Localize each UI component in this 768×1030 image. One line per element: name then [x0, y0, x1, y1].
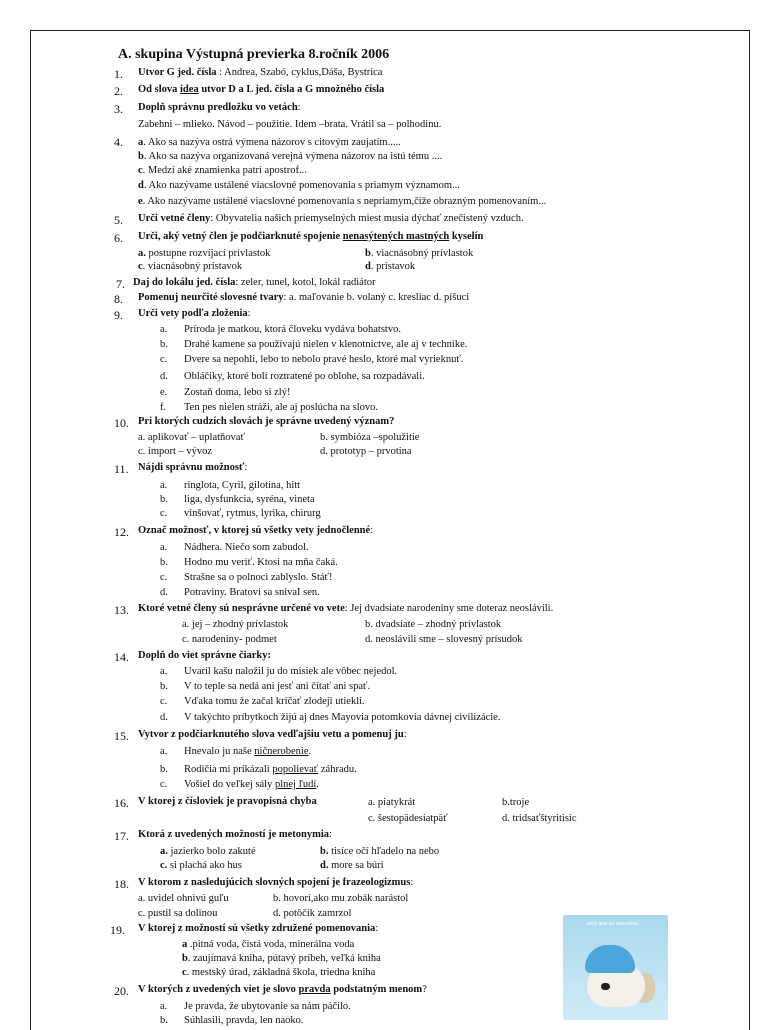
option-b: b. symbióza –spolužitie: [320, 432, 420, 443]
question-number: 6.: [114, 231, 123, 245]
option-d: d. prístavok: [365, 261, 416, 272]
underlined-phrase: nenasýtených mastných: [342, 231, 450, 242]
list-item: e. Zostaň doma, lebo si zlý!: [160, 387, 291, 398]
dog-nose: [601, 983, 610, 990]
list-item: c. Dvere sa nepohli, lebo to nebolo pravé heslo, ktoré mal vyrieknuť.: [160, 354, 464, 365]
puppy-photo: [563, 915, 668, 1020]
question-prompt: Urči vetné členy: [138, 213, 211, 224]
underlined-word: pravda: [298, 984, 331, 995]
list-item: b. V to teple sa nedá ani jesť ani čítať ani spať.: [160, 681, 371, 692]
list-item: d. Obláčiky, ktoré boli roztratené po oblohe, sa rozpadávali.: [160, 371, 425, 382]
question-prompt: V ktorých z uvedených viet je slovo: [138, 984, 299, 995]
option-b: b. hovorí,ako mu zobák narástol: [273, 893, 409, 904]
option-b: b. dvadsiate – zhodný prívlastok: [365, 619, 502, 630]
option-d: d. potôčik zamrzol: [273, 908, 352, 919]
blue-hat: [585, 945, 635, 973]
question-prompt: Ktoré vetné členy sú nesprávne určené vo vete: [138, 603, 345, 614]
question-text: : zeler, tunel, kotol, lokál radiátor: [235, 277, 376, 288]
question-text: :: [297, 102, 301, 113]
option-b: b. Ako sa nazýva organizovaná verejná výmena názorov na istú tému ....: [138, 151, 443, 162]
option-c: c. narodeniny- podmet: [182, 634, 277, 645]
question-number: 1.: [114, 67, 123, 81]
option-d: d. Ako nazývame ustálené viacslovné pomenovania s priamym významom...: [138, 180, 460, 191]
option-a: a. Ako sa nazýva ostrá výmena názorov s citovým zaujatím.....: [138, 137, 401, 148]
option-b: b. viacnásobný prívlastok: [365, 248, 474, 259]
list-item: f. Ten pes nielen stráži, ale aj poslúcha na slovo.: [160, 402, 379, 413]
worksheet-title: A. skupina Výstupná previerka 8.ročník 2006: [118, 47, 390, 62]
list-item: c. vinšovať, rytmus, lyrika, chirurg: [160, 508, 321, 519]
question-prompt: kyselín: [449, 231, 484, 242]
question-prompt: V ktorom z nasledujúcich slovných spojení je frazeologizmus: [138, 877, 411, 888]
question-prompt: V ktorej z možností sú všetky združené pomenovania: [138, 923, 376, 934]
question-number: 3.: [114, 102, 123, 116]
option-d: d. tridsaťštyritisíc: [502, 813, 577, 824]
question-text: : a. maľovanie b. volaný c. kresliac d. píšuci: [283, 292, 470, 303]
question-text: :: [370, 525, 374, 536]
option-c: c. viacnásobný prístavok: [138, 261, 243, 272]
question-number: 18.: [114, 877, 129, 891]
option-a: a. uvidel ohnivú guľu: [138, 893, 229, 904]
question-prompt: Utvor G jed. čísla: [138, 67, 217, 78]
list-item: c. Strašne sa o polnoci zablyslo. Stáť!: [160, 572, 333, 583]
question-number: 11.: [114, 462, 129, 476]
question-text: : Obyvatelia našich priemyselných miest musia dýchať znečistený vzduch.: [210, 213, 524, 224]
list-item: b. Súhlasili, pravda, len naoko.: [160, 1015, 304, 1026]
option-a: a. jazierko bolo zakuté: [160, 846, 256, 857]
option-a: a. aplikovať – uplatňovať: [138, 432, 245, 443]
option-b: b. tisíce očí hľadelo na nebo: [320, 846, 440, 857]
question-number: 16.: [114, 796, 129, 810]
photo-caption: why are so sensitive...: [587, 921, 643, 927]
question-prompt: Označ možnosť, v ktorej sú všetky vety jednočlenné: [138, 525, 371, 536]
question-number: 9.: [114, 308, 123, 322]
question-prompt: Urči vety podľa zloženia: [138, 308, 248, 319]
list-item: a. Nádhera. Niečo som zabudol.: [160, 542, 309, 553]
question-prompt: Urči, aký vetný člen je podčiarknuté spojenie: [138, 231, 343, 242]
option-a: a. jej – zhodný prívlastok: [182, 619, 289, 630]
question-number: 17.: [114, 829, 129, 843]
option-e: e. Ako nazývame ustálené viacslovné pomenovania s nepriamym,čiže obrazným pomenovaním...: [138, 196, 547, 207]
question-number: 12.: [114, 525, 129, 539]
question-prompt: Pomenuj neurčité slovesné tvary: [138, 292, 284, 303]
option-c: c. Medzi aké znamienka patrí apostrof...: [138, 165, 307, 176]
question-prompt: V ktorej z čísloviek je pravopisná chyba: [138, 796, 317, 807]
list-item: a. Hnevalo ju naše ničnerobenie.: [160, 746, 312, 757]
option-c: c. si plachá ako hus: [160, 860, 242, 871]
option-a: a. postupne rozvíjací prívlastok: [138, 248, 271, 259]
question-text: : Jej dvadsiate narodeniny sme doteraz neoslávili.: [344, 603, 554, 614]
question-text: : Andrea, Szabó, cyklus,Dáša, Bystrica: [216, 67, 383, 78]
list-item: d. Potraviny. Bratovi sa snívaI sen.: [160, 587, 320, 598]
question-text: ?: [422, 984, 427, 995]
question-3-line: Zabehni – mlieko. Návod – použitie. Idem –brata. Vrátil sa – polhodinu.: [138, 119, 442, 130]
question-number: 13.: [114, 603, 129, 617]
question-number: 5.: [114, 213, 123, 227]
list-item: b. Drahé kamene sa používajú nielen v klenotníctve, ale aj v technike.: [160, 339, 468, 350]
list-item: a. ringlota, Cyril, gilotína, hitt: [160, 480, 301, 491]
underlined-word: idea: [180, 84, 199, 95]
list-item: b. liga, dysfunkcia, syréna, vineta: [160, 494, 315, 505]
list-item: a. Príroda je matkou, ktorá človeku vydáva bohatstvo.: [160, 324, 401, 335]
list-item: b. Hodno mu veriť. Ktosi na mňa čaká.: [160, 557, 338, 568]
question-number: 10.: [114, 416, 129, 430]
list-item: a. Je pravda, že ubytovanie sa nám páčilo.: [160, 1001, 351, 1012]
option-c: c. šestopädesiatpäť: [368, 813, 448, 824]
question-prompt: podstatným menom: [330, 984, 423, 995]
option-a: a. piatykrát: [368, 797, 416, 808]
question-number: 2.: [114, 84, 123, 98]
list-item: c. Vošiel do veľkej sály plnej ľudí.: [160, 779, 319, 790]
question-text: :: [375, 923, 379, 934]
question-prompt: utvor D a L jed. čísla a G množného čísla: [198, 84, 385, 95]
question-number: 14.: [114, 650, 129, 664]
question-text: :: [403, 729, 407, 740]
question-number: 7.: [116, 277, 125, 291]
question-prompt: Doplň do viet správne čiarky:: [138, 650, 272, 661]
question-number: 20.: [114, 984, 129, 998]
option-d: d. more sa búri: [320, 860, 384, 871]
question-text: :: [329, 829, 332, 840]
question-prompt: Ktorá z uvedených možností je metonymia: [138, 829, 330, 840]
question-prompt: Doplň správnu predložku vo vetách: [138, 102, 298, 113]
question-prompt: Pri ktorých cudzích slovách je správne uvedený význam?: [138, 416, 395, 427]
list-item: b. Rodičia mi prikázali popolievať záhradu.: [160, 764, 357, 775]
option-b: b.troje: [502, 797, 530, 808]
list-item: c. Vďaka tomu že začal kričať zlodeji utiekli.: [160, 696, 365, 707]
option-c: c. import – vývoz: [138, 446, 213, 457]
question-number: 19.: [110, 923, 125, 937]
option-d: d. neoslávili sme – slovesný prísudok: [365, 634, 523, 645]
list-item: c. mestský úrad, základná škola, triedna kniha: [182, 967, 376, 978]
list-item: a .pitná voda, čistá voda, minerálna voda: [182, 939, 355, 950]
question-text: :: [244, 462, 248, 473]
question-prompt: Vytvor z podčiarknutého slova vedľajšiu vetu a pomenuj ju: [138, 729, 404, 740]
question-text: :: [247, 308, 251, 319]
list-item: d. V takýchto príbytkoch žijú aj dnes Mayovia potomkovia dávnej civilizácie.: [160, 712, 501, 723]
question-number: 4.: [114, 135, 123, 149]
list-item: a. Uvaril kašu naložil ju do misiek ale vôbec nejedol.: [160, 666, 398, 677]
question-number: 8.: [114, 292, 123, 306]
question-prompt: Daj do lokálu jed. čísla: [133, 277, 236, 288]
list-item: b. zaujímavá kniha, pútavý príbeh, veľká kniha: [182, 953, 381, 964]
option-c: c. pustil sa dolinou: [138, 908, 218, 919]
question-number: 15.: [114, 729, 129, 743]
option-d: d. prototyp – prvotina: [320, 446, 412, 457]
question-prompt: Od slova: [138, 84, 181, 95]
question-prompt: Nájdi správnu možnosť: [138, 462, 245, 473]
question-text: :: [410, 877, 414, 888]
